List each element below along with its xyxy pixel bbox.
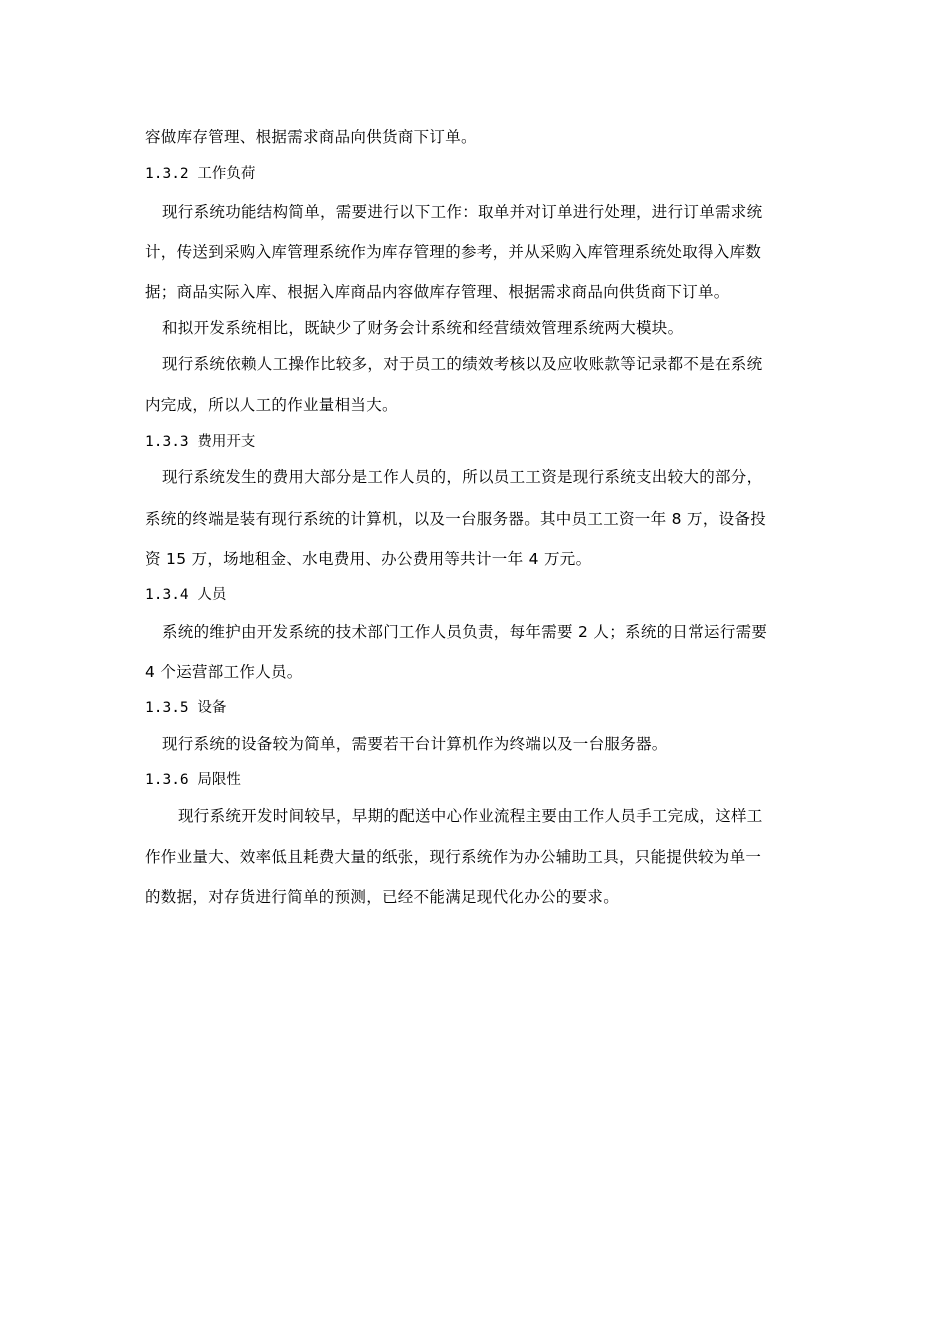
paragraph-line: 现行系统的设备较为简单，需要若干台计算机作为终端以及一台服务器。 bbox=[162, 735, 668, 753]
section-heading-1-3-5: 1.3.5 设备 bbox=[145, 700, 227, 716]
section-heading-1-3-3: 1.3.3 费用开支 bbox=[145, 434, 256, 450]
paragraph-line: 现行系统依赖人工操作比较多，对于员工的绩效考核以及应收账款等记录都不是在系统 bbox=[162, 355, 763, 373]
paragraph-line: 和拟开发系统相比，既缺少了财务会计系统和经营绩效管理系统两大模块。 bbox=[162, 319, 684, 337]
paragraph-line: 的数据，对存货进行简单的预测，已经不能满足现代化办公的要求。 bbox=[145, 888, 620, 906]
section-heading-1-3-6: 1.3.6 局限性 bbox=[145, 772, 241, 788]
paragraph-line: 系统的维护由开发系统的技术部门工作人员负责，每年需要 2 人；系统的日常运行需要 bbox=[162, 623, 768, 641]
paragraph-line: 内完成，所以人工的作业量相当大。 bbox=[145, 396, 398, 414]
section-heading-1-3-2: 1.3.2 工作负荷 bbox=[145, 166, 256, 182]
section-heading-1-3-4: 1.3.4 人员 bbox=[145, 587, 227, 603]
paragraph-line: 计，传送到采购入库管理系统作为库存管理的参考，并从采购入库管理系统处取得入库数 bbox=[145, 243, 762, 261]
paragraph-line: 4 个运营部工作人员。 bbox=[145, 663, 303, 681]
paragraph-line: 系统的终端是装有现行系统的计算机，以及一台服务器。其中员工工资一年 8 万，设备投 bbox=[145, 510, 767, 528]
paragraph-line: 作作业量大、效率低且耗费大量的纸张，现行系统作为办公辅助工具，只能提供较为单一 bbox=[145, 848, 762, 866]
paragraph-line: 容做库存管理、根据需求商品向供货商下订单。 bbox=[145, 128, 477, 146]
paragraph-line: 现行系统发生的费用大部分是工作人员的，所以员工工资是现行系统支出较大的部分， bbox=[162, 468, 763, 486]
paragraph-line: 现行系统开发时间较早，早期的配送中心作业流程主要由工作人员手工完成，这样工 bbox=[178, 807, 763, 825]
paragraph-line: 资 15 万，场地租金、水电费用、办公费用等共计一年 4 万元。 bbox=[145, 550, 592, 568]
paragraph-line: 据；商品实际入库、根据入库商品内容做库存管理、根据需求商品向供货商下订单。 bbox=[145, 283, 730, 301]
paragraph-line: 现行系统功能结构简单，需要进行以下工作：取单并对订单进行处理，进行订单需求统 bbox=[162, 203, 763, 221]
